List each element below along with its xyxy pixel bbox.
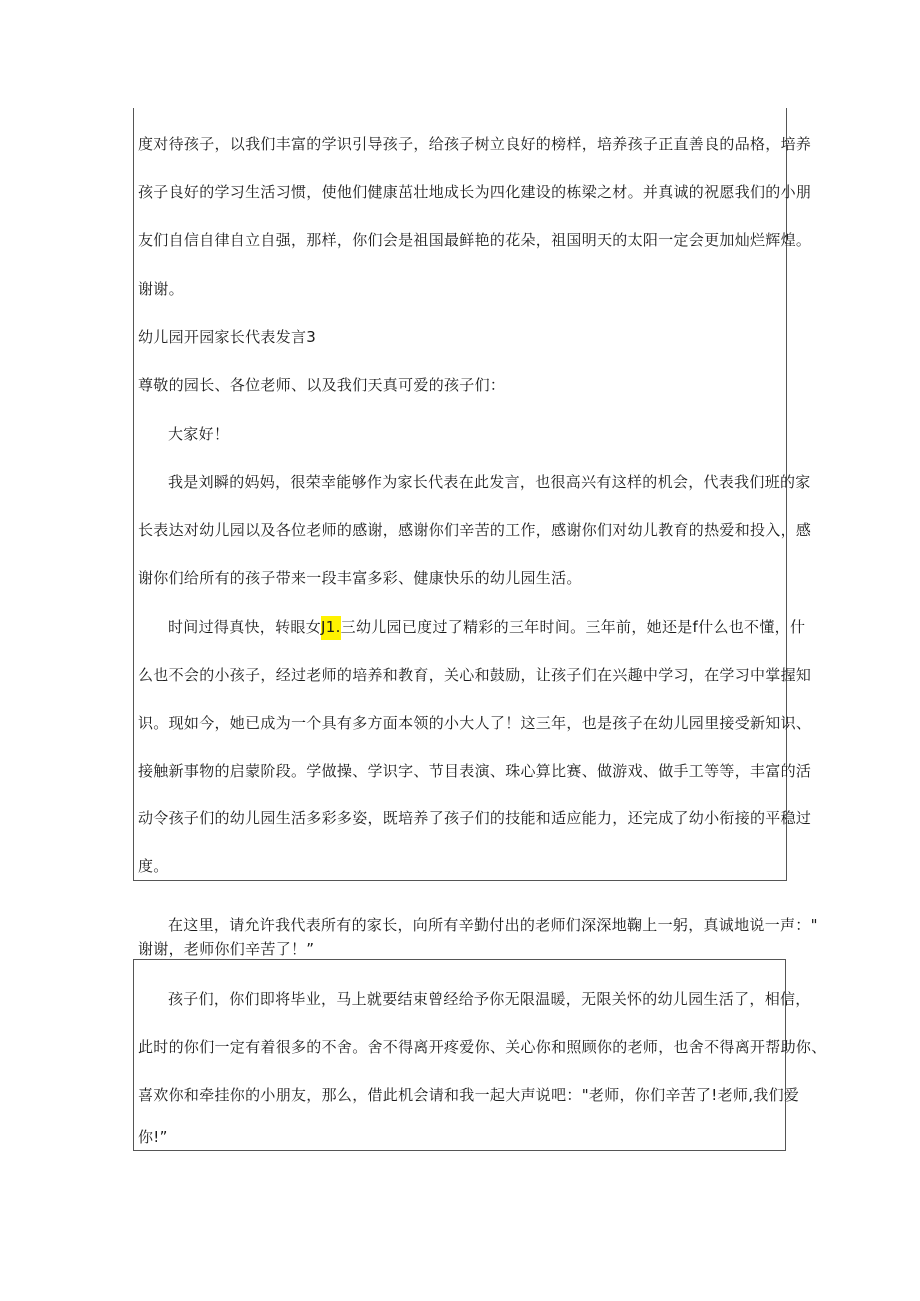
paragraph-line: 接触新事物的启蒙阶段。学做操、学识字、节目表演、珠心算比赛、做游戏、做手工等等，丰富的活 — [138, 762, 812, 780]
greeting: 大家好！ — [168, 425, 230, 443]
paragraph-line: 长表达对幼儿园以及各位老师的感谢，感谢你们辛苦的工作，感谢你们对幼儿教育的热爱和投入，感 — [138, 521, 812, 539]
paragraph-line: 动令孩子们的幼儿园生活多彩多姿，既培养了孩子们的技能和适应能力，还完成了幼小衔接的平稳过 — [138, 809, 812, 827]
salutation: 尊敬的园长、各位老师、以及我们天真可爱的孩子们： — [138, 376, 506, 394]
paragraph-line: 度。 — [138, 857, 169, 875]
paragraph-line: 在这里，请允许我代表所有的家长，向所有辛勤付出的老师们深深地鞠上一躬，真诚地说一声：" — [168, 916, 818, 934]
paragraph-line: 度对待孩子，以我们丰富的学识引导孩子，给孩子树立良好的榜样，培养孩子正直善良的品格，培养 — [138, 135, 812, 153]
paragraph-line: 识。现如今，她已成为一个具有多方面本领的小大人了！这三年，也是孩子在幼儿园里接受新知识、 — [138, 714, 812, 732]
paragraph-line: 谢你们给所有的孩子带来一段丰富多彩、健康快乐的幼儿园生活。 — [138, 569, 582, 587]
paragraph-line: 孩子良好的学习生活习惯，使他们健康茁壮地成长为四化建设的栋梁之材。并真诚的祝愿我们的小朋 — [138, 183, 812, 201]
paragraph-line: 你!” — [138, 1128, 168, 1146]
text-run: 三幼儿园已度过了精彩的三年时间。三年前，她还是f什么也不懂，什 — [340, 618, 806, 636]
paragraph-line: 此时的你们一定有着很多的不舍。舍不得离开疼爱你、关心你和照顾你的老师，也舍不得离开帮助你、 — [138, 1038, 827, 1056]
table-border-left — [133, 108, 134, 880]
table-border-bottom — [133, 880, 787, 881]
paragraph-line: 我是刘瞬的妈妈，很荣幸能够作为家长代表在此发言，也很高兴有这样的机会，代表我们班的家 — [168, 473, 811, 491]
paragraph-line: 么也不会的小孩子，经过老师的培养和教育，关心和鼓励，让孩子们在兴趣中学习，在学习中掌握知 — [138, 666, 812, 684]
paragraph-line: 谢谢。 — [138, 280, 184, 298]
paragraph-line: 友们自信自律自立自强，那样，你们会是祖国最鲜艳的花朵，祖国明天的太阳一定会更加灿烂辉煌。 — [138, 231, 812, 249]
paragraph-line: 喜欢你和牵挂你的小朋友，那么，借此机会请和我一起大声说吧："老师，你们辛苦了!老师,我们爱 — [138, 1086, 800, 1104]
highlighted-text: J1. — [321, 616, 341, 640]
text-run: 时间过得真快，转眼女 — [168, 618, 322, 636]
paragraph-line: 孩子们，你们即将毕业，马上就要结束曾经给予你无限温暖，无限关怀的幼儿园生活了，相信， — [168, 990, 811, 1008]
paragraph-line: 谢谢，老师你们辛苦了！” — [138, 940, 315, 958]
paragraph-line — [168, 617, 805, 637]
section-heading: 幼儿园开园家长代表发言3 — [138, 328, 317, 346]
